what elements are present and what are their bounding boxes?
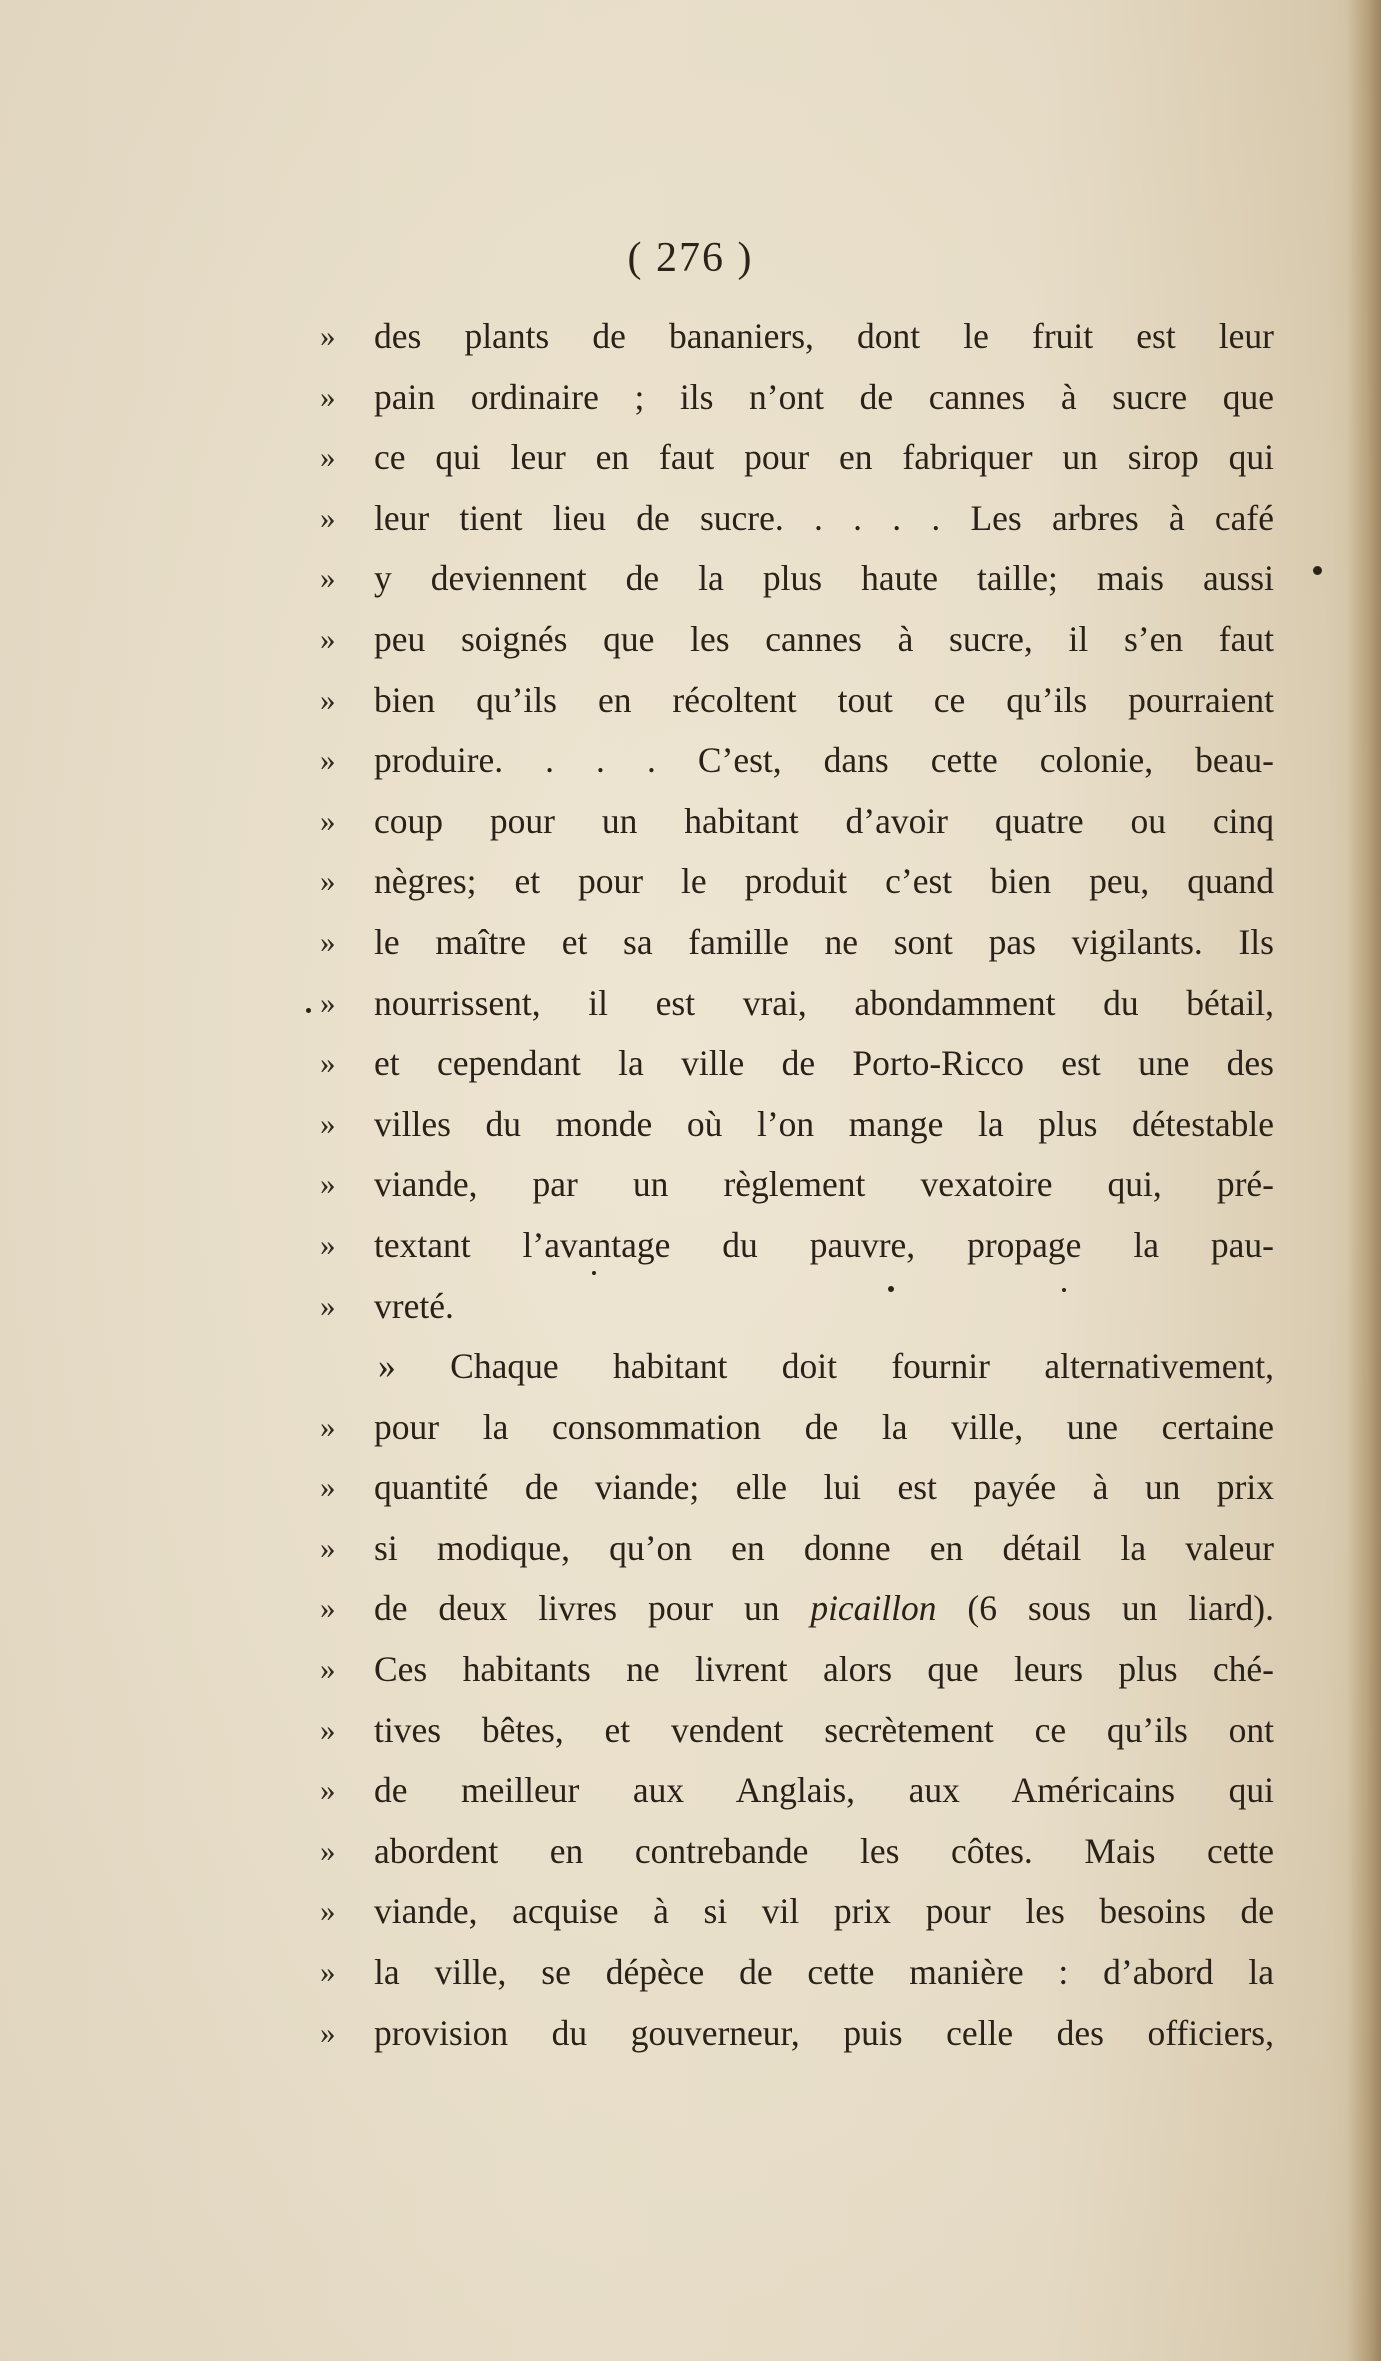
text-line (320, 1457, 1280, 1518)
line-text: viande, par un règlement vexatoire qui, pré- (374, 1164, 1274, 1205)
text-line (320, 1578, 1280, 1639)
line-text: nourrissent, il est vrai, abondamment du bétail, (374, 982, 1274, 1023)
line-text: nègres; et pour le produit c’est bien peu, quand (374, 861, 1274, 902)
ink-speck (1313, 566, 1322, 575)
text-line (320, 1821, 1280, 1882)
quote-mark: » (320, 802, 336, 838)
quote-mark: » (320, 439, 336, 475)
text-line (320, 670, 1280, 731)
text-line (320, 1639, 1280, 1700)
text-line (320, 488, 1280, 549)
quote-mark: » (320, 378, 336, 414)
ink-speck (306, 1008, 311, 1013)
quote-mark: » (320, 1772, 336, 1808)
line-text: des plants de bananiers, dont le fruit est leur (374, 316, 1274, 356)
line-text-part: de deux livres pour un (374, 1588, 811, 1629)
text-line (320, 1942, 1280, 2003)
line-text: ce qui leur en faut pour en fabriquer un sirop qui (374, 437, 1274, 478)
line-text: viande, acquise à si vil prix pour les besoins de (374, 1891, 1274, 1932)
text-line (320, 1215, 1280, 1276)
quote-mark: » (320, 1711, 336, 1747)
quote-mark: » (320, 1590, 336, 1626)
quote-mark: » (320, 620, 336, 656)
quote-mark: » (320, 1651, 336, 1687)
text-line (320, 973, 1280, 1034)
quote-mark: » (320, 1166, 336, 1202)
text-line (320, 1276, 1280, 1337)
quote-mark: » (320, 923, 336, 959)
text-line (320, 851, 1280, 912)
line-text: leur tient lieu de sucre. . . . . Les arbres à café (374, 497, 1274, 538)
line-text: villes du monde où l’on mange la plus détestable (374, 1103, 1274, 1144)
text-line (320, 1881, 1280, 1942)
text-line (320, 1154, 1280, 1215)
line-text: le maître et sa famille ne sont pas vigilants. Ils (374, 921, 1274, 962)
quote-mark: » (320, 863, 336, 899)
line-text-part: (6 sous un liard). (936, 1588, 1274, 1629)
line-text: de meilleur aux Anglais, aux Américains qui (374, 1770, 1274, 1811)
quote-mark: » (320, 742, 336, 778)
quote-mark: » (320, 1105, 336, 1141)
line-text: pour la consommation de la ville, une certaine (374, 1406, 1274, 1447)
text-line (320, 1094, 1280, 1155)
line-text: quantité de viande; elle lui est payée à un prix (374, 1467, 1274, 1508)
text-line (320, 367, 1280, 428)
text-line (320, 791, 1280, 852)
page-edge-shadow (1347, 0, 1381, 2361)
text-line (320, 1700, 1280, 1761)
line-text: y deviennent de la plus haute taille; mais aussi (374, 558, 1274, 599)
text-line (320, 609, 1280, 670)
quote-mark: » (320, 499, 336, 535)
line-text: bien qu’ils en récoltent tout ce qu’ils pourraient (374, 679, 1274, 720)
page-number: ( 276 ) (627, 235, 754, 281)
text-line (320, 730, 1280, 791)
text-line (320, 427, 1280, 488)
line-text: vreté. (374, 1285, 454, 1326)
text-line (320, 2003, 1280, 2064)
line-text: produire. . . . C’est, dans cette colonie, beau- (374, 740, 1274, 781)
quote-mark: » (320, 1287, 336, 1323)
quote-mark: » (320, 1832, 336, 1868)
text-line (320, 1518, 1280, 1579)
text-line (320, 306, 1280, 367)
line-text: abordent en contrebande les côtes. Mais cette (374, 1830, 1274, 1871)
text-line (320, 548, 1280, 609)
line-text: Ces habitants ne livrent alors que leurs plus ché- (374, 1649, 1274, 1690)
quote-mark: » (320, 560, 336, 596)
quote-mark: » (320, 2014, 336, 2050)
line-text: textant l’avantage du pauvre, propage la pau- (374, 1224, 1274, 1265)
line-text: peu soignés que les cannes à sucre, il s’en faut (374, 618, 1274, 659)
line-text: la ville, se dépèce de cette manière : d’abord la (374, 1952, 1274, 1993)
text-line (320, 912, 1280, 973)
paragraph-start-line (320, 1336, 1280, 1397)
quote-mark: » (320, 984, 336, 1020)
quote-mark: » (320, 1045, 336, 1081)
line-text: tives bêtes, et vendent secrètement ce qu’ils ont (374, 1709, 1274, 1750)
text-line (320, 1033, 1280, 1094)
quote-mark: » (320, 1469, 336, 1505)
body-text (320, 306, 1280, 2063)
quote-mark: » (320, 1954, 336, 1990)
text-line (320, 1397, 1280, 1458)
italic-term: picaillon (810, 1588, 937, 1629)
line-text: pain ordinaire ; ils n’ont de cannes à sucre que (374, 376, 1274, 417)
quote-mark: » (320, 681, 336, 717)
line-text: et cependant la ville de Porto-Ricco est une des (374, 1043, 1274, 1084)
line-text: coup pour un habitant d’avoir quatre ou cinq (374, 800, 1274, 841)
quote-mark: » (320, 318, 336, 353)
quote-mark: » (320, 1529, 336, 1565)
line-text: provision du gouverneur, puis celle des officiers, (374, 2012, 1274, 2053)
quote-mark: » (320, 1408, 336, 1444)
quote-mark: » (320, 1226, 336, 1262)
quote-mark: » (320, 1893, 336, 1929)
line-text (374, 1578, 1274, 1639)
line-text: si modique, qu’on en donne en détail la valeur (374, 1527, 1274, 1568)
text-line (320, 1760, 1280, 1821)
line-text: » Chaque habitant doit fournir alternativement, (378, 1346, 1274, 1387)
